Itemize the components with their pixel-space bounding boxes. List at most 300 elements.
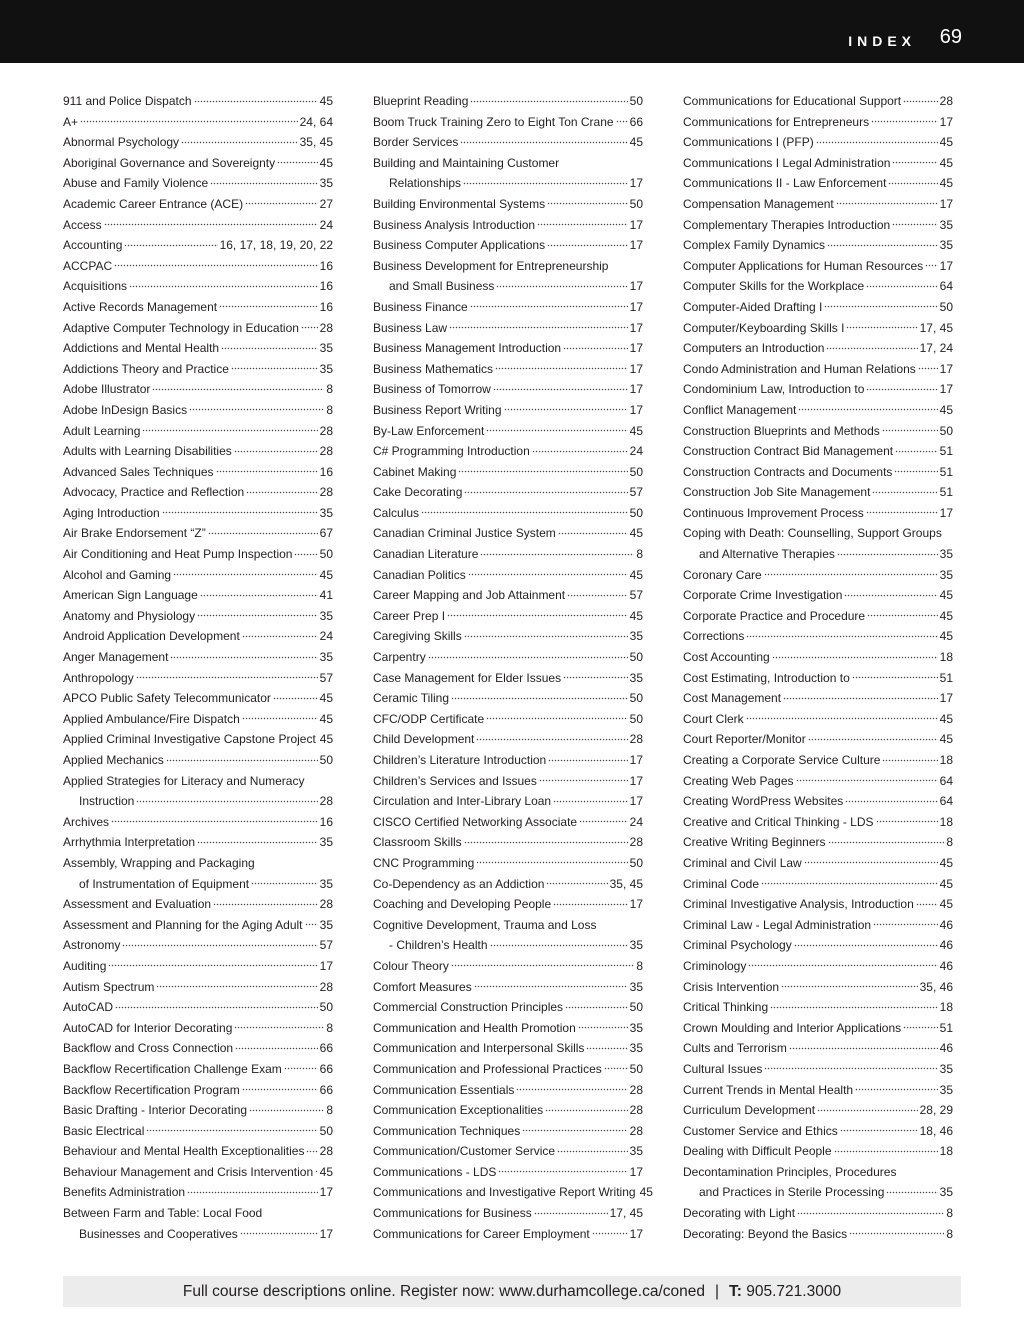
index-entry-title: Decorating with Light [683, 1206, 796, 1221]
index-entry-pages: 45 [939, 155, 953, 170]
index-entry-pages: 16 [319, 464, 333, 479]
dot-leader [746, 634, 937, 638]
index-entry-line [683, 91, 953, 112]
index-entry-line [373, 647, 643, 668]
index-entry [63, 235, 333, 256]
index-entry-line [63, 173, 333, 194]
index-entry-pages: 35 [629, 1041, 643, 1056]
dot-leader [458, 470, 627, 474]
dot-leader [146, 1129, 317, 1133]
index-entry-line [373, 894, 643, 915]
index-entry-title: Business Computer Applications [373, 238, 546, 253]
index-entry-title: Communication Exceptionalities [373, 1103, 544, 1118]
index-entry-pages: 17 [629, 753, 643, 767]
index-entry [373, 894, 643, 915]
index-entry-pages: 16 [319, 299, 333, 314]
index-entry-pages: 45 [939, 629, 953, 644]
index-entry-pages: 17 [939, 114, 953, 129]
index-entry [63, 606, 333, 627]
dot-leader [208, 531, 318, 535]
index-entry-pages: 17 [629, 361, 643, 376]
index-entry-pages: 35 [629, 938, 643, 953]
index-entry [63, 1203, 333, 1244]
index-entry [373, 791, 643, 812]
index-entry-pages: 50 [319, 1123, 333, 1138]
dot-leader [470, 305, 628, 309]
index-entry [373, 1141, 643, 1162]
index-entry-pages: 28 [629, 1082, 643, 1097]
index-entry [373, 812, 643, 833]
index-entry [683, 585, 953, 606]
dot-leader [421, 511, 628, 515]
index-entry-pages: 45 [629, 567, 643, 582]
index-entry-line [683, 132, 953, 153]
dot-leader [873, 923, 938, 927]
index-entry [373, 112, 643, 133]
phone-label: T: [729, 1283, 742, 1300]
index-entry-title: Creating WordPress Websites [683, 794, 844, 809]
index-entry-line [683, 771, 953, 792]
index-entry-title: Applied Criminal Investigative Capstone Project [63, 732, 316, 747]
index-entry [683, 297, 953, 318]
index-entry [683, 235, 953, 256]
index-entry-title: Case Management for Elder Issues [373, 670, 562, 685]
index-entry [63, 503, 333, 524]
dot-leader [579, 820, 628, 824]
index-entry [63, 91, 333, 112]
dot-leader [539, 779, 628, 783]
index-entry-pages: 28 [319, 423, 333, 438]
index-entry-title: Canadian Literature [373, 547, 479, 562]
index-entry-title: Children’s Literature Introduction [373, 753, 547, 767]
index-entry-pages: 35 [319, 876, 333, 891]
dot-leader [846, 326, 917, 330]
index-entry-line [63, 1203, 333, 1224]
index-entry-title: Android Application Development [63, 629, 240, 644]
index-entry-line [373, 1203, 643, 1224]
dot-leader [451, 964, 634, 968]
index-entry-title: Abuse and Family Violence [63, 176, 209, 191]
index-column-3 [683, 91, 953, 1244]
dot-leader [872, 490, 937, 494]
index-entry-title: Career Prep I [373, 608, 446, 623]
dot-leader [849, 1232, 944, 1236]
dot-leader [496, 284, 627, 288]
dot-leader [925, 264, 938, 268]
index-entry [373, 153, 643, 194]
dot-leader [534, 1211, 608, 1215]
dot-leader [903, 99, 938, 103]
index-entry-title: Communication and Interpersonal Skills [373, 1041, 585, 1056]
index-entry-line [63, 1080, 333, 1101]
index-entry-line [683, 1059, 953, 1080]
dot-leader [918, 367, 938, 371]
index-entry-title: Astronomy [63, 938, 121, 953]
index-entry-line [373, 400, 643, 421]
index-entry-line [373, 915, 643, 936]
index-entry-pages: 50 [629, 650, 643, 665]
index-entry-line [683, 626, 953, 647]
index-entry [63, 194, 333, 215]
index-entry-title: Anatomy and Physiology [63, 608, 196, 623]
index-entry [683, 1038, 953, 1059]
index-entry-title: Cultural Issues [683, 1061, 763, 1076]
index-entry-title: Cost Accounting [683, 650, 770, 665]
dot-leader [804, 861, 938, 865]
dot-leader [826, 346, 917, 350]
index-entry [63, 688, 333, 709]
index-entry [683, 997, 953, 1018]
index-entry-pages: 35 [629, 979, 643, 994]
index-entry-pages: 35, 45 [299, 135, 333, 150]
dot-leader [797, 1211, 944, 1215]
index-entry-title: Business Analysis Introduction [373, 217, 536, 232]
dot-leader [468, 573, 628, 577]
index-entry-line [63, 318, 333, 339]
index-entry-title: Boom Truck Training Zero to Eight Ton Crane [373, 114, 614, 129]
index-entry [683, 935, 953, 956]
dot-leader [136, 799, 317, 803]
index-entry-title: Adobe InDesign Basics [63, 402, 188, 417]
index-entry-pages: 45 [939, 608, 953, 623]
index-entry-pages: 46 [939, 917, 953, 932]
dot-leader [888, 181, 937, 185]
dot-leader [545, 1108, 628, 1112]
index-entry-title: and Small Business [389, 279, 495, 294]
index-entry-pages: 35 [939, 1082, 953, 1097]
index-entry-pages: 17 [939, 505, 953, 520]
index-entry [63, 112, 333, 133]
dot-leader [200, 593, 318, 597]
index-entry-line [63, 482, 333, 503]
index-entry [63, 421, 333, 442]
index-entry-pages: 50 [629, 855, 643, 870]
index-entry-title: Autism Spectrum [63, 979, 155, 994]
index-entry-line [373, 626, 643, 647]
index-entry-title: Backflow Recertification Challenge Exam [63, 1061, 282, 1076]
dot-leader [428, 655, 628, 659]
index-entry-title: Adult Learning [63, 423, 141, 438]
dot-leader [845, 799, 937, 803]
index-entry-line [683, 503, 953, 524]
index-entry [373, 503, 643, 524]
index-entry-title: Arrhythmia Interpretation [63, 835, 196, 850]
index-entry-pages: 35 [629, 670, 643, 685]
dot-leader [470, 99, 627, 103]
index-entry-line [373, 668, 643, 689]
index-entry-pages: 51 [939, 444, 953, 459]
dot-leader [592, 1232, 628, 1236]
index-entry-title: Adults with Learning Disabilities [63, 444, 232, 459]
page-number: 69 [939, 26, 962, 48]
dot-leader [156, 985, 317, 989]
index-entry-pages: 51 [939, 485, 953, 500]
index-entry [683, 750, 953, 771]
index-entry-line [683, 1080, 953, 1101]
index-entry-line [683, 441, 953, 462]
index-entry-line [373, 1121, 643, 1142]
index-entry [683, 400, 953, 421]
index-entry-continuation [373, 935, 643, 956]
index-entry-pages: 35 [319, 341, 333, 356]
index-entry [63, 1018, 333, 1039]
index-entry-line [63, 256, 333, 277]
index-entry [683, 853, 953, 874]
dot-leader [798, 408, 937, 412]
dot-leader [490, 943, 628, 947]
index-entry-pages: 50 [319, 753, 333, 767]
index-entry [63, 832, 333, 853]
dot-leader [231, 367, 318, 371]
index-entry-title: By-Law Enforcement [373, 423, 485, 438]
index-entry-title: Air Conditioning and Heat Pump Inspection [63, 547, 293, 562]
index-entry-title: Adaptive Computer Technology in Education [63, 320, 299, 335]
dot-leader [882, 758, 937, 762]
index-entry [63, 1100, 333, 1121]
index-entry-line [63, 729, 333, 750]
index-entry-pages: 50 [319, 547, 333, 562]
index-entry-pages: 17 [629, 1226, 643, 1241]
index-entry-title: Creative and Critical Thinking - LDS [683, 814, 874, 829]
index-entry-line [63, 1182, 333, 1203]
index-entry-title: Behaviour Management and Crisis Intervention [63, 1164, 314, 1179]
dot-leader [301, 326, 318, 330]
index-entry-title: Crown Moulding and Interior Applications [683, 1020, 902, 1035]
dot-leader [251, 882, 318, 886]
index-entry [683, 523, 953, 564]
index-entry [683, 1203, 953, 1224]
index-entry-pages: 45 [629, 526, 643, 541]
index-entry-line [683, 874, 953, 895]
index-entry [373, 132, 643, 153]
index-entry [683, 688, 953, 709]
index-entry-pages: 50 [629, 1061, 643, 1076]
index-entry-title: Business Law [373, 320, 448, 335]
index-entry-pages: 18 [939, 753, 953, 767]
index-entry [683, 173, 953, 194]
index-entry [63, 318, 333, 339]
index-entry-line [683, 647, 953, 668]
index-entry [373, 359, 643, 380]
dot-leader [557, 1149, 628, 1153]
index-entry-line [63, 112, 333, 133]
index-entry-line [63, 956, 333, 977]
index-entry-line [373, 91, 643, 112]
index-entry-line [683, 585, 953, 606]
index-entry-continuation [683, 544, 953, 565]
index-entry-line [683, 791, 953, 812]
index-entry [63, 915, 333, 936]
index-entry-title: Access [63, 217, 102, 232]
dot-leader [565, 1005, 628, 1009]
index-entry [683, 421, 953, 442]
dot-leader [245, 202, 318, 206]
index-entry-line [63, 297, 333, 318]
index-entry-title: Communication and Health Promotion [373, 1020, 576, 1035]
dot-leader [142, 429, 317, 433]
dot-leader [886, 1190, 937, 1194]
dot-leader [129, 284, 318, 288]
header-bar [0, 0, 1024, 63]
index-entry [373, 997, 643, 1018]
dot-leader [547, 202, 628, 206]
index-entry [373, 709, 643, 730]
footer-text: Full course descriptions online. Register now: www.durhamcollege.ca/coned [182, 1283, 705, 1300]
index-entry [373, 1121, 643, 1142]
index-entry [373, 688, 643, 709]
index-entry-pages: 35 [319, 650, 333, 665]
index-entry-title: Classroom Skills [373, 835, 462, 850]
index-entry-title: 911 and Police Dispatch [63, 94, 192, 108]
dot-leader [306, 1149, 317, 1153]
index-entry-line [63, 565, 333, 586]
dot-leader [221, 346, 318, 350]
index-entry [683, 91, 953, 112]
index-entry-line [63, 750, 333, 771]
index-entry-line [373, 1100, 643, 1121]
index-entry-title: Communication and Professional Practices [373, 1061, 602, 1076]
index-entry [63, 585, 333, 606]
dot-leader [187, 1190, 318, 1194]
index-entry-title: Communication Essentials [373, 1082, 515, 1097]
dot-leader [548, 758, 627, 762]
index-entry-title: Communications I Legal Administration [683, 155, 891, 170]
dot-leader [816, 140, 938, 144]
index-entry-pages: 50 [939, 423, 953, 438]
index-entry-pages: 17 [629, 897, 643, 912]
index-entry-pages: 17 [629, 402, 643, 417]
index-entry-title: Advanced Sales Techniques [63, 464, 214, 479]
index-entry-title: Criminal Psychology [683, 938, 792, 953]
index-entry-line [63, 132, 333, 153]
dot-leader [828, 840, 945, 844]
index-entry [373, 441, 643, 462]
index-entry [63, 256, 333, 277]
index-entry-pages: 46 [939, 958, 953, 973]
dot-leader [284, 1067, 318, 1071]
index-entry-pages: 28 [629, 732, 643, 747]
index-entry-pages: 35 [319, 361, 333, 376]
dot-leader [866, 511, 938, 515]
index-entry-title: Communication Techniques [373, 1123, 521, 1138]
index-entry-line [373, 1224, 643, 1245]
index-entry-line [63, 503, 333, 524]
dot-leader [796, 779, 938, 783]
index-entry-title: Criminal Law - Legal Administration [683, 917, 872, 932]
index-entry-title: Basic Electrical [63, 1123, 145, 1138]
index-entry-line [63, 215, 333, 236]
dot-leader [189, 408, 324, 412]
index-entry [683, 956, 953, 977]
index-entry-title: Instruction [79, 794, 135, 809]
index-entry-line [63, 894, 333, 915]
dot-leader [449, 326, 628, 330]
dot-leader [246, 490, 317, 494]
index-entry-line [373, 585, 643, 606]
index-entry-pages: 27 [319, 196, 333, 211]
index-entry-line [373, 791, 643, 812]
index-entry-line [373, 771, 643, 792]
index-entry-title: Criminal Code [683, 876, 760, 891]
dot-leader [876, 820, 938, 824]
dot-leader [464, 490, 627, 494]
index-entry-line [683, 1162, 953, 1183]
dot-leader [170, 655, 317, 659]
index-entry-title: Accounting [63, 238, 123, 253]
index-entry-line [683, 1018, 953, 1039]
index-entry-line [683, 1100, 953, 1121]
dot-leader [558, 531, 628, 535]
dot-leader [277, 161, 318, 165]
index-entry [683, 1080, 953, 1101]
index-entry-pages: 24 [319, 629, 333, 644]
index-entry [373, 462, 643, 483]
index-entry-title: Backflow and Cross Connection [63, 1041, 234, 1056]
dot-leader [522, 1129, 627, 1133]
index-entry-pages: 8 [636, 958, 643, 973]
index-entry-line [683, 235, 953, 256]
dot-leader [866, 284, 937, 288]
index-entry [63, 400, 333, 421]
index-entry-title: of Instrumentation of Equipment [79, 876, 250, 891]
dot-leader [273, 696, 318, 700]
dot-leader [834, 1149, 938, 1153]
index-entry-title: Construction Contracts and Documents [683, 464, 893, 479]
index-entry-title: Communication/Customer Service [373, 1144, 556, 1159]
index-entry-pages: 50 [629, 464, 643, 479]
index-entry-line [63, 379, 333, 400]
index-entry-line [63, 400, 333, 421]
index-entry [373, 606, 643, 627]
index-entry [63, 173, 333, 194]
index-entry [683, 379, 953, 400]
index-entry-line [373, 1162, 643, 1183]
index-entry-title: Colour Theory [373, 958, 449, 973]
index-entry-line [63, 853, 333, 874]
index-entry-line [63, 626, 333, 647]
index-entry [63, 1162, 333, 1183]
index-entry-line [373, 379, 643, 400]
index-entry-pages: 35 [939, 547, 953, 562]
index-entry-pages: 24 [629, 444, 643, 459]
dot-leader [495, 367, 628, 371]
index-entry-pages: 17 [629, 1164, 643, 1179]
dot-leader [234, 449, 318, 453]
index-entry-line [683, 421, 953, 442]
index-entry [373, 194, 643, 215]
index-entry-line [373, 1080, 643, 1101]
index-entry-title: and Alternative Therapies [699, 547, 835, 562]
dot-leader [748, 964, 937, 968]
index-entry-pages: 45 [319, 691, 333, 706]
index-entry [373, 977, 643, 998]
index-entry-line [683, 606, 953, 627]
index-entry [373, 379, 643, 400]
index-entry [373, 400, 643, 421]
dot-leader [537, 223, 628, 227]
index-entry-title: Business of Tomorrow [373, 382, 491, 397]
index-entry-line [63, 585, 333, 606]
index-entry [373, 956, 643, 977]
dot-leader [498, 1170, 627, 1174]
index-entry-title: Communications I (PFP) [683, 135, 814, 150]
index-entry-title: CFC/ODP Certificate [373, 711, 485, 726]
index-entry-pages: 17 [629, 279, 643, 294]
index-entry-line [63, 1141, 333, 1162]
footer-banner [63, 1276, 961, 1307]
dot-leader [114, 264, 318, 268]
index-entry-pages: 35 [939, 217, 953, 232]
